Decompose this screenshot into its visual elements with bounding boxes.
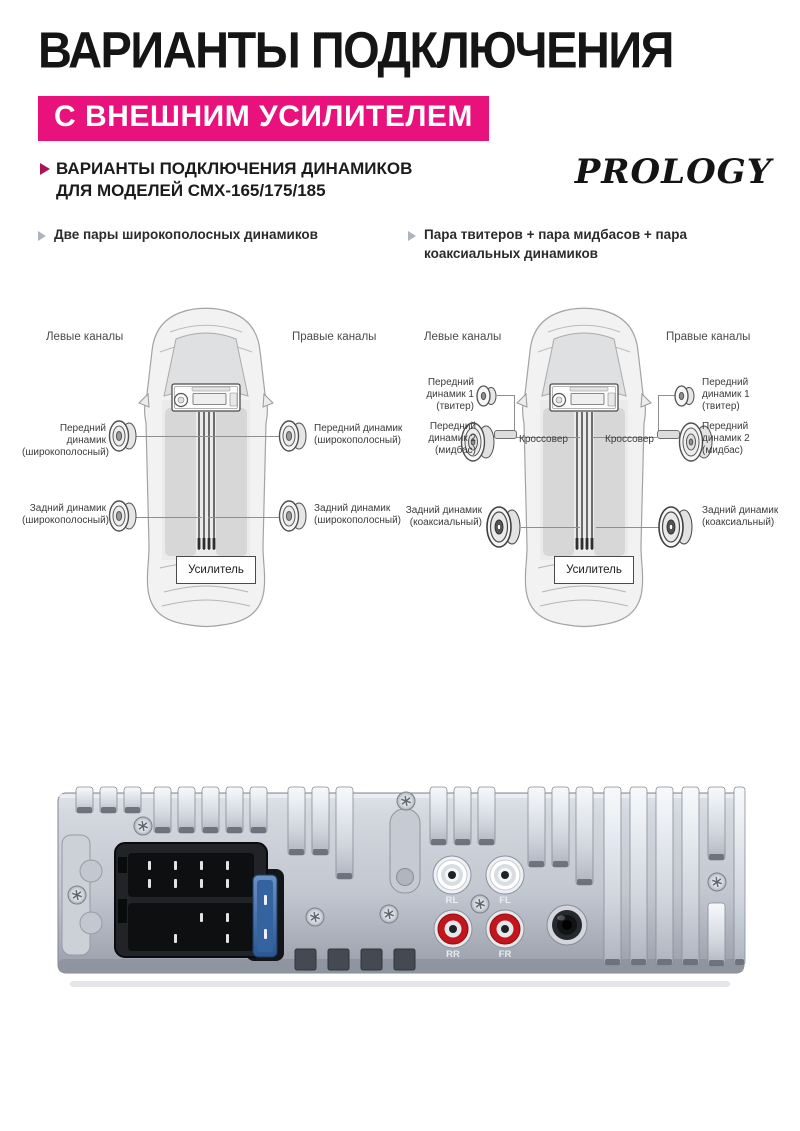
tweeter-icon bbox=[474, 384, 500, 408]
coax-right-label: Задний динамик (коаксиальный) bbox=[702, 505, 779, 528]
blue-connector bbox=[253, 875, 277, 957]
coax-left-label: Задний динамик (коаксиальный) bbox=[405, 505, 482, 528]
rear-left-speaker-label: Задний динамик (широкополосный) bbox=[22, 503, 110, 526]
connection-line bbox=[658, 395, 659, 433]
connection-line bbox=[134, 517, 202, 518]
rca-label-fr: FR bbox=[498, 949, 512, 960]
page-title: ВАРИАНТЫ ПОДКЛЮЧЕНИЯ bbox=[38, 21, 673, 79]
right-channels-label: Правые каналы bbox=[666, 331, 751, 343]
wideband-speaker-icon bbox=[276, 497, 310, 535]
rca-jack-fl bbox=[486, 856, 524, 894]
screw-icon bbox=[708, 873, 726, 891]
connection-line bbox=[134, 436, 208, 437]
rca-jack-fr bbox=[486, 910, 524, 948]
rca-label-rr: RR bbox=[446, 949, 460, 960]
tweeter-right-label: Передний динамик 1 (твитер) bbox=[702, 377, 750, 412]
crossover-label: Кроссовер bbox=[519, 434, 568, 445]
mounting-tab bbox=[390, 809, 420, 893]
section-banner: С ВНЕШНИМ УСИЛИТЕЛЕМ bbox=[38, 96, 489, 141]
amplifier-box: Усилитель bbox=[554, 556, 634, 584]
rca-label-fl: FL bbox=[499, 895, 511, 906]
rca-label-rl: RL bbox=[445, 895, 459, 906]
coaxial-speaker-icon bbox=[484, 503, 524, 551]
coaxial-speaker-icon bbox=[656, 503, 696, 551]
iso-connector bbox=[115, 843, 284, 961]
panel-shadow bbox=[70, 981, 730, 987]
brand-logo: PROLOGY bbox=[574, 152, 772, 192]
right-channels-label: Правые каналы bbox=[292, 331, 377, 343]
wideband-speaker-icon bbox=[106, 417, 140, 455]
screw-icon bbox=[68, 886, 86, 904]
midbass-right-label: Передний динамик 2 (мидбас) bbox=[702, 421, 750, 456]
tweeter-left-label: Передний динамик 1 (твитер) bbox=[426, 377, 474, 412]
arrow-bullet-icon bbox=[38, 231, 46, 241]
head-unit-rear-panel bbox=[50, 783, 750, 993]
wideband-speaker-icon bbox=[276, 417, 310, 455]
screw-icon bbox=[471, 895, 489, 913]
amplifier-box: Усилитель bbox=[176, 556, 256, 584]
rear-right-speaker-label: Задний динамик (широкополосный) bbox=[314, 503, 402, 526]
screw-icon bbox=[306, 908, 324, 926]
page-subtitle bbox=[56, 158, 412, 203]
arrow-bullet-icon bbox=[40, 163, 50, 175]
front-right-speaker-label: Передний динамик (широкополосный) bbox=[314, 423, 403, 446]
rca-jack-rl bbox=[433, 856, 471, 894]
subtitle-line2: ДЛЯ МОДЕЛЕЙ СМХ-165/175/185 bbox=[56, 181, 326, 201]
caption-left-diagram: Две пары широкополосных динамиков bbox=[54, 227, 318, 242]
connection-line bbox=[206, 436, 280, 437]
screw-icon bbox=[397, 792, 415, 810]
screw-icon bbox=[380, 905, 398, 923]
rca-jack-rr bbox=[434, 910, 472, 948]
left-channels-label: Левые каналы bbox=[424, 331, 502, 343]
caption-right-diagram: Пара твитеров + пара мидбасов + пара коаксиальных динамиков bbox=[424, 227, 687, 261]
wideband-speaker-icon bbox=[106, 497, 140, 535]
subtitle-line1: ВАРИАНТЫ ПОДКЛЮЧЕНИЯ ДИНАМИКОВ bbox=[56, 159, 413, 178]
left-channels-label: Левые каналы bbox=[46, 331, 124, 343]
connection-line bbox=[514, 395, 515, 433]
antenna-jack bbox=[547, 905, 587, 945]
tweeter-icon bbox=[672, 384, 698, 408]
crossover-label: Кроссовер bbox=[605, 434, 654, 445]
connection-line bbox=[596, 527, 659, 528]
screw-icon bbox=[134, 817, 152, 835]
connection-line bbox=[521, 527, 580, 528]
front-left-speaker-label: Передний динамик (широкополосный) bbox=[22, 423, 110, 458]
midbass-left-label: Передний динамик 2 (мидбас) bbox=[428, 421, 476, 456]
arrow-bullet-icon bbox=[408, 231, 416, 241]
connection-line bbox=[208, 517, 280, 518]
